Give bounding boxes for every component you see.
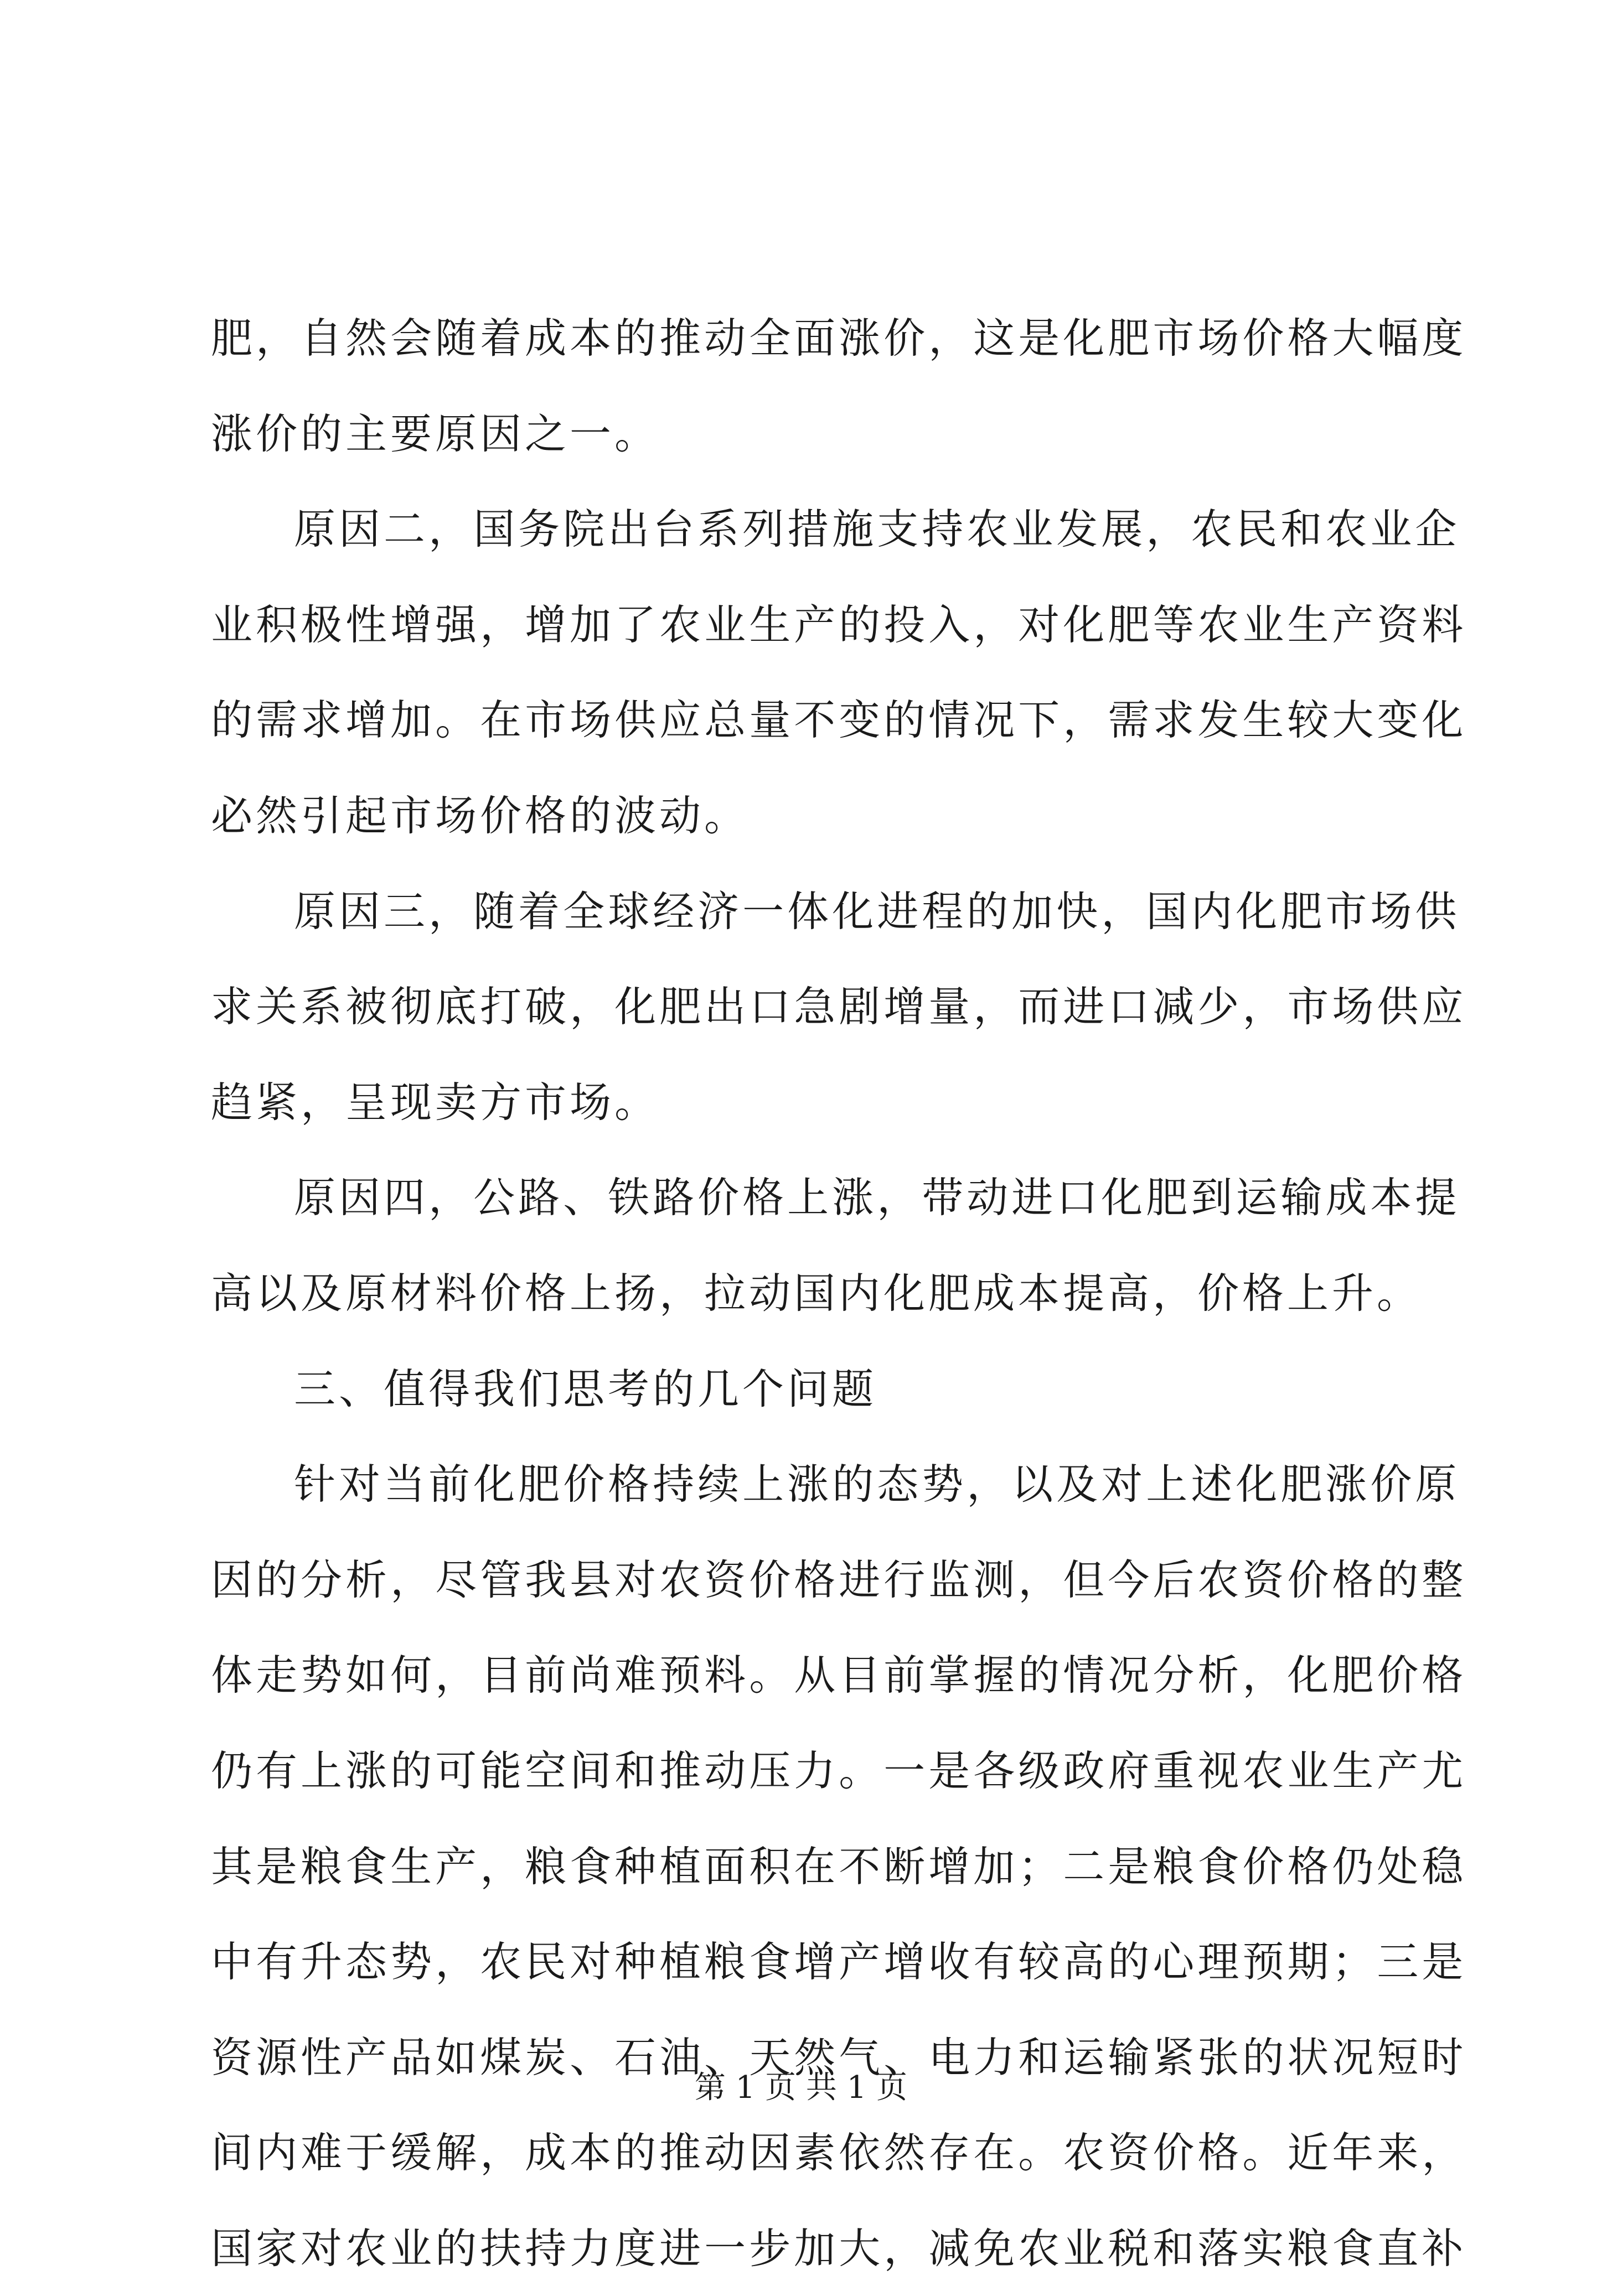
text-line: 求 关 系 被 彻 底 打 破 ， 化 肥 出 口 急 剧 增 量 ， 而 进 口 减 少 ， 市 场 供 应 <box>211 982 1467 1032</box>
paragraph-start-line: 原 因 二 ， 国 务 院 出 台 系 列 措 施 支 持 农 业 发 展 ， 农 民 和 农 业 企 <box>294 505 1460 554</box>
paragraph-start-line: 原 因 三 ， 随 着 全 球 经 济 一 体 化 进 程 的 加 快 ， 国 内 化 肥 市 场 供 <box>294 887 1460 936</box>
text-line: 业 积 极 性 增 强 ， 增 加 了 农 业 生 产 的 投 入 ， 对 化 肥 等 农 业 生 产 资 料 <box>211 600 1467 649</box>
text-line: 体 走 势 如 何 ， 目 前 尚 难 预 料 。 从 目 前 掌 握 的 情 况 分 析 ， 化 肥 价 格 <box>211 1651 1467 1700</box>
text-line: 高以及原材料价格上扬，拉动国内化肥成本提高，价格上升。 <box>211 1268 1422 1318</box>
section-heading: 三、值得我们思考的几个问题 <box>294 1364 877 1413</box>
text-line: 其 是 粮 食 生 产 ， 粮 食 种 植 面 积 在 不 断 增 加 ； 二 是 粮 食 价 格 仍 处 稳 <box>211 1842 1467 1891</box>
text-line: 仍 有 上 涨 的 可 能 空 间 和 推 动 压 力 。 一 是 各 级 政 府 重 视 农 业 生 产 尤 <box>211 1746 1467 1795</box>
text-line: 国 家 对 农 业 的 扶 持 力 度 进 一 步 加 大 ， 减 免 农 业 税 和 落 实 粮 食 直 补 <box>211 2224 1467 2273</box>
text-line: 的 需 求 增 加 。 在 市 场 供 应 总 量 不 变 的 情 况 下 ， 需 求 发 生 较 大 变 化 <box>211 696 1467 745</box>
paragraph-start-line: 原 因 四 ， 公 路 、 铁 路 价 格 上 涨 ， 带 动 进 口 化 肥 到 运 输 成 本 提 <box>294 1173 1460 1222</box>
text-line: 趋紧，呈现卖方市场。 <box>211 1077 660 1127</box>
text-line: 因 的 分 析 ， 尽 管 我 县 对 农 资 价 格 进 行 监 测 ， 但 今 后 农 资 价 格 的 整 <box>211 1555 1467 1604</box>
text-line: 中 有 升 态 势 ， 农 民 对 种 植 粮 食 增 产 增 收 有 较 高 的 心 理 预 期 ； 三 是 <box>211 1937 1467 1987</box>
text-line: 间 内 难 于 缓 解 ， 成 本 的 推 动 因 素 依 然 存 在 。 农 资 价 格 。 近 年 来 ， <box>211 2128 1467 2178</box>
text-line: 资 源 性 产 品 如 煤 炭 、 石 油 、 天 然 气 、 电 力 和 运 输 紧 张 的 状 况 短 时 <box>211 2033 1467 2082</box>
text-line: 必然引起市场价格的波动。 <box>211 791 750 840</box>
text-line: 涨价的主要原因之一。 <box>211 409 660 458</box>
text-line: 肥 ， 自 然 会 随 着 成 本 的 推 动 全 面 涨 价 ， 这 是 化 肥 市 场 价 格 大 幅 度 <box>211 314 1467 362</box>
page-footer: 第 1 页 共 1 页 <box>694 2070 908 2106</box>
document-body <box>211 291 1467 2296</box>
paragraph-start-line: 针 对 当 前 化 肥 价 格 持 续 上 涨 的 态 势 ， 以 及 对 上 述 化 肥 涨 价 原 <box>294 1460 1460 1509</box>
